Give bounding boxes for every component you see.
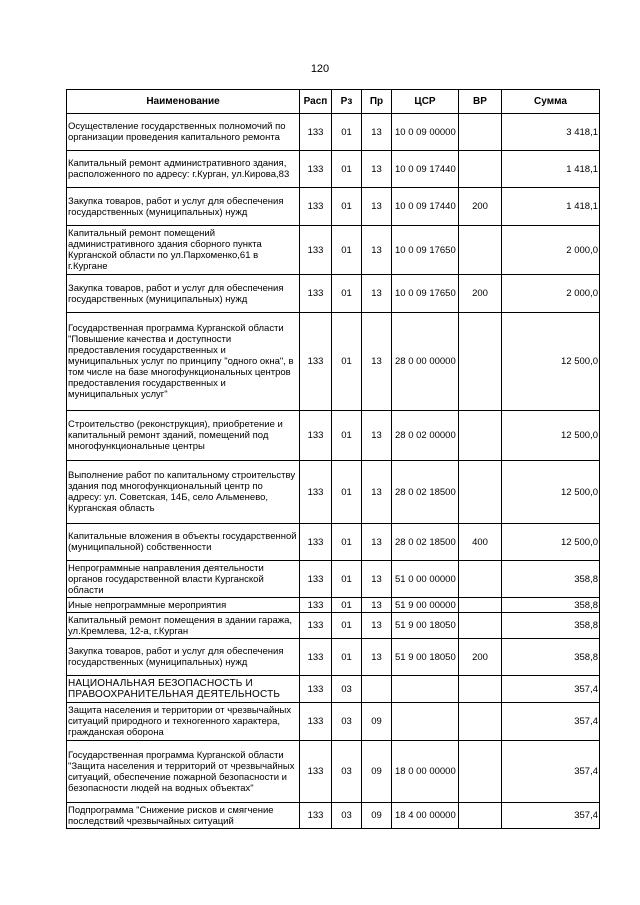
row-csr: 18 0 00 00000 bbox=[392, 741, 459, 803]
row-pr: 13 bbox=[362, 275, 392, 313]
row-rasp: 133 bbox=[300, 275, 332, 313]
row-name: Государственная программа Курганской области "Повышение качества и доступности предоставления государственных и муниципальных услуг по принципу "одного окна", в том числе на базе многофункциональных центров предоставления государственных и муниципальных услуг" bbox=[67, 313, 300, 411]
row-pr: 13 bbox=[362, 524, 392, 561]
row-name: Непрограммные направления деятельности органов государственной власти Курганской области bbox=[67, 561, 300, 598]
row-rasp: 133 bbox=[300, 741, 332, 803]
row-vr bbox=[459, 114, 502, 151]
row-rz: 01 bbox=[332, 598, 362, 613]
row-name: Осуществление государственных полномочий по организации проведения капитального ремонта bbox=[67, 114, 300, 151]
row-pr: 13 bbox=[362, 639, 392, 676]
header-vr: ВР bbox=[459, 90, 502, 114]
row-name: Закупка товаров, работ и услуг для обеспечения государственных (муниципальных) нужд bbox=[67, 188, 300, 226]
row-sum: 12 500,0 bbox=[502, 411, 600, 461]
row-sum: 357,4 bbox=[502, 703, 600, 741]
table-row bbox=[67, 188, 600, 226]
table-row bbox=[67, 151, 600, 188]
table-row bbox=[67, 313, 600, 411]
row-rz: 01 bbox=[332, 275, 362, 313]
row-rz: 01 bbox=[332, 114, 362, 151]
row-sum: 2 000,0 bbox=[502, 275, 600, 313]
row-name: Закупка товаров, работ и услуг для обеспечения государственных (муниципальных) нужд bbox=[67, 639, 300, 676]
header-rz: Рз bbox=[332, 90, 362, 114]
row-rz: 01 bbox=[332, 188, 362, 226]
row-rz: 01 bbox=[332, 151, 362, 188]
row-rz: 03 bbox=[332, 741, 362, 803]
page-number: 120 bbox=[310, 63, 330, 75]
row-rasp: 133 bbox=[300, 524, 332, 561]
row-sum: 357,4 bbox=[502, 741, 600, 803]
row-pr: 09 bbox=[362, 741, 392, 803]
row-pr: 13 bbox=[362, 598, 392, 613]
row-csr: 28 0 02 00000 bbox=[392, 411, 459, 461]
header-name: Наименование bbox=[67, 90, 300, 114]
row-sum: 358,8 bbox=[502, 639, 600, 676]
row-rasp: 133 bbox=[300, 188, 332, 226]
row-pr: 13 bbox=[362, 226, 392, 275]
row-rz: 03 bbox=[332, 803, 362, 829]
row-vr: 200 bbox=[459, 275, 502, 313]
row-csr: 10 0 09 17440 bbox=[392, 188, 459, 226]
row-csr: 51 0 00 00000 bbox=[392, 561, 459, 598]
header-csr: ЦСР bbox=[392, 90, 459, 114]
table-row bbox=[67, 411, 600, 461]
row-name: Выполнение работ по капитальному строительству здания под многофункциональный центр по адресу: ул. Советская, 14Б, село Альменево, Курганская область bbox=[67, 461, 300, 524]
row-pr bbox=[362, 676, 392, 703]
row-rz: 01 bbox=[332, 411, 362, 461]
header-sum: Сумма bbox=[502, 90, 600, 114]
table-row bbox=[67, 226, 600, 275]
row-name: Государственная программа Курганской области "Защита населения и территорий от чрезвычайных ситуаций, обеспечение пожарной безопасности и безопасности людей на водных объектах" bbox=[67, 741, 300, 803]
row-vr: 200 bbox=[459, 639, 502, 676]
row-rasp: 133 bbox=[300, 226, 332, 275]
row-name: Капитальный ремонт административного здания, расположенного по адресу: г.Курган, ул.Кирова,83 bbox=[67, 151, 300, 188]
row-csr: 28 0 02 18500 bbox=[392, 461, 459, 524]
row-pr: 13 bbox=[362, 411, 392, 461]
table-row bbox=[67, 613, 600, 639]
row-pr: 09 bbox=[362, 803, 392, 829]
row-vr bbox=[459, 461, 502, 524]
table-row bbox=[67, 741, 600, 803]
row-rasp: 133 bbox=[300, 461, 332, 524]
row-csr: 10 0 09 17650 bbox=[392, 226, 459, 275]
row-sum: 358,8 bbox=[502, 613, 600, 639]
row-vr bbox=[459, 151, 502, 188]
row-sum: 1 418,1 bbox=[502, 151, 600, 188]
row-vr: 200 bbox=[459, 188, 502, 226]
row-csr: 51 9 00 00000 bbox=[392, 598, 459, 613]
row-vr: 400 bbox=[459, 524, 502, 561]
row-csr: 18 4 00 00000 bbox=[392, 803, 459, 829]
header-rasp: Расп bbox=[300, 90, 332, 114]
row-rz: 01 bbox=[332, 313, 362, 411]
row-csr bbox=[392, 676, 459, 703]
row-pr: 13 bbox=[362, 114, 392, 151]
budget-table bbox=[66, 89, 600, 829]
row-vr bbox=[459, 703, 502, 741]
row-rasp: 133 bbox=[300, 803, 332, 829]
row-csr: 10 0 09 17650 bbox=[392, 275, 459, 313]
table-row bbox=[67, 703, 600, 741]
table-row bbox=[67, 461, 600, 524]
row-csr: 28 0 00 00000 bbox=[392, 313, 459, 411]
row-name: Строительство (реконструкция), приобретение и капитальный ремонт зданий, помещений под многофункциональные центры bbox=[67, 411, 300, 461]
row-vr bbox=[459, 741, 502, 803]
row-vr bbox=[459, 676, 502, 703]
row-csr: 51 9 00 18050 bbox=[392, 639, 459, 676]
row-pr: 13 bbox=[362, 151, 392, 188]
table-header-row bbox=[67, 90, 600, 114]
row-csr: 51 9 00 18050 bbox=[392, 613, 459, 639]
row-rasp: 133 bbox=[300, 703, 332, 741]
row-rz: 01 bbox=[332, 461, 362, 524]
row-csr: 28 0 02 18500 bbox=[392, 524, 459, 561]
row-sum: 1 418,1 bbox=[502, 188, 600, 226]
row-rasp: 133 bbox=[300, 114, 332, 151]
row-rz: 01 bbox=[332, 524, 362, 561]
row-pr: 13 bbox=[362, 613, 392, 639]
row-csr: 10 0 09 00000 bbox=[392, 114, 459, 151]
row-sum: 357,4 bbox=[502, 676, 600, 703]
row-rasp: 133 bbox=[300, 313, 332, 411]
row-pr: 13 bbox=[362, 188, 392, 226]
row-rasp: 133 bbox=[300, 676, 332, 703]
row-name: Капитальный ремонт помещения в здании гаража, ул.Кремлева, 12-а, г.Курган bbox=[67, 613, 300, 639]
row-rasp: 133 bbox=[300, 613, 332, 639]
row-sum: 12 500,0 bbox=[502, 461, 600, 524]
table-row bbox=[67, 639, 600, 676]
row-sum: 357,4 bbox=[502, 803, 600, 829]
row-rz: 03 bbox=[332, 676, 362, 703]
row-name: Закупка товаров, работ и услуг для обеспечения государственных (муниципальных) нужд bbox=[67, 275, 300, 313]
row-rz: 01 bbox=[332, 613, 362, 639]
row-rz: 03 bbox=[332, 703, 362, 741]
row-name: Капитальный ремонт помещений административного здания сборного пункта Курганской области по ул.Пархоменко,61 в г.Кургане bbox=[67, 226, 300, 275]
row-pr: 13 bbox=[362, 461, 392, 524]
table-row bbox=[67, 598, 600, 613]
table-row bbox=[67, 803, 600, 829]
row-name: Подпрограмма "Снижение рисков и смягчение последствий чрезвычайных ситуаций bbox=[67, 803, 300, 829]
row-vr bbox=[459, 598, 502, 613]
table-row bbox=[67, 524, 600, 561]
row-vr bbox=[459, 561, 502, 598]
row-vr bbox=[459, 313, 502, 411]
row-rasp: 133 bbox=[300, 561, 332, 598]
table-row bbox=[67, 561, 600, 598]
table-row bbox=[67, 114, 600, 151]
row-rasp: 133 bbox=[300, 598, 332, 613]
row-csr bbox=[392, 703, 459, 741]
row-sum: 2 000,0 bbox=[502, 226, 600, 275]
row-rz: 01 bbox=[332, 226, 362, 275]
row-pr: 13 bbox=[362, 313, 392, 411]
row-rz: 01 bbox=[332, 639, 362, 676]
table-row bbox=[67, 676, 600, 703]
row-vr bbox=[459, 613, 502, 639]
row-name: Капитальные вложения в объекты государственной (муниципальной) собственности bbox=[67, 524, 300, 561]
row-sum: 12 500,0 bbox=[502, 524, 600, 561]
header-pr: Пр bbox=[362, 90, 392, 114]
row-sum: 358,8 bbox=[502, 561, 600, 598]
row-pr: 13 bbox=[362, 561, 392, 598]
row-sum: 358,8 bbox=[502, 598, 600, 613]
row-sum: 3 418,1 bbox=[502, 114, 600, 151]
row-rasp: 133 bbox=[300, 639, 332, 676]
row-rasp: 133 bbox=[300, 411, 332, 461]
row-name: Защита населения и территории от чрезвычайных ситуаций природного и техногенного характера, гражданская оборона bbox=[67, 703, 300, 741]
row-vr bbox=[459, 411, 502, 461]
row-csr: 10 0 09 17440 bbox=[392, 151, 459, 188]
row-vr bbox=[459, 803, 502, 829]
row-rz: 01 bbox=[332, 561, 362, 598]
row-vr bbox=[459, 226, 502, 275]
row-sum: 12 500,0 bbox=[502, 313, 600, 411]
row-pr: 09 bbox=[362, 703, 392, 741]
row-name: Иные непрограммные мероприятия bbox=[67, 598, 300, 613]
row-name: НАЦИОНАЛЬНАЯ БЕЗОПАСНОСТЬ И ПРАВООХРАНИТЕЛЬНАЯ ДЕЯТЕЛЬНОСТЬ bbox=[67, 676, 300, 703]
table-row bbox=[67, 275, 600, 313]
row-rasp: 133 bbox=[300, 151, 332, 188]
